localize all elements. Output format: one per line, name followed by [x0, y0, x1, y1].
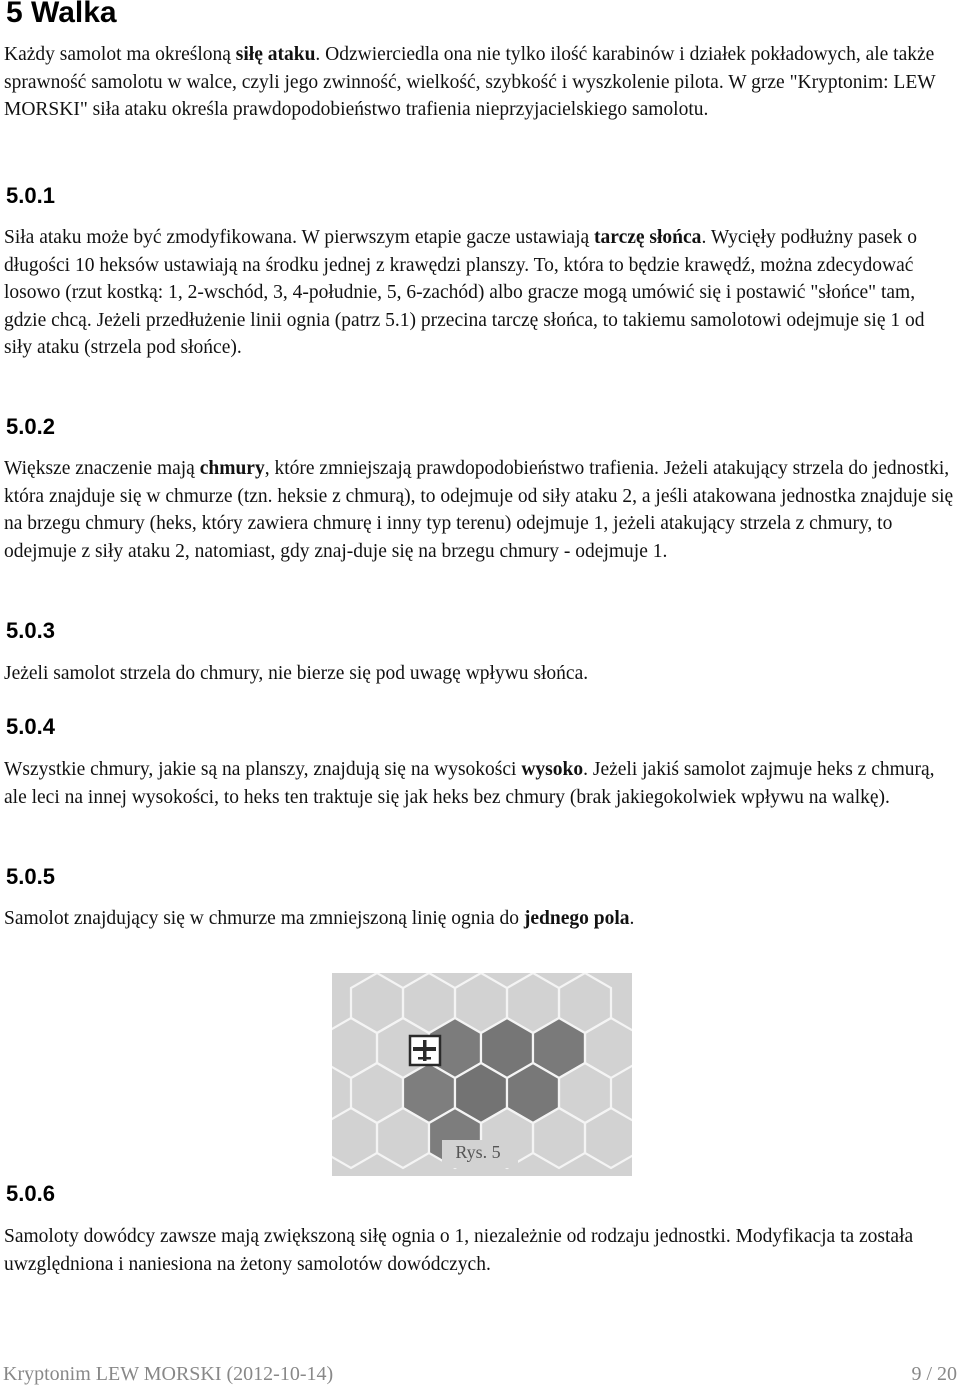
intro-paragraph [4, 41, 954, 124]
p505-bold-term: jednego pola [523, 908, 630, 929]
intro-bold-term: siłę ataku [235, 44, 316, 65]
heading-5-0-6: 5.0.6 [6, 1181, 55, 1206]
p505-text-1: Samolot znajdujący się w chmurze ma zmniejszoną linię ognia do [4, 908, 524, 929]
figure-caption: Rys. 5 [455, 1142, 501, 1162]
paragraph-5-0-2 [4, 455, 954, 565]
p504-text-2: . Jeżeli jakiś samolot zajmuje heks z chmurą, ale leci na innej wysokości, to heks ten traktuje się jak heks bez chmury (brak jakiegokolwiek wpływu na walkę). [4, 759, 935, 808]
aircraft-counter [410, 1036, 440, 1065]
heading-5-0-1: 5.0.1 [6, 183, 55, 208]
heading-5-0-4: 5.0.4 [6, 714, 55, 739]
p501-text-2: . Wycięły podłużny pasek o długości 10 heksów ustawiają na środku jednej z krawędzi planszy. To, która to będzie krawędź, można zdecydować losowo (rzut kostką: 1, 2-wschód, 3, 4-południe, 5, 6-zachód) albo gracze mogą umówić się i postawić "słońce" tam, gdzie chcą. Jeżeli przedłużenie linii ognia (patrz 5.1) przecina tarczę słońca, to takiemu samolotowi odejmuje się 1 od siły ataku (strzela pod słońce). [4, 227, 925, 358]
paragraph-5-0-4 [4, 756, 954, 811]
paragraph-5-0-1 [4, 224, 954, 362]
paragraph-5-0-6: Samoloty dowódcy zawsze mają zwiększoną siłę ognia o 1, niezależnie od rodzaju jednostki. Modyfikacja ta została uwzględniona i naniesiona na żetony samolotów dowódczych. [4, 1226, 914, 1275]
p502-bold-term: chmury [199, 458, 265, 479]
hex-map-figure [332, 973, 632, 1176]
p502-text-1: Większe znaczenie mają [4, 458, 200, 479]
plane-tail [418, 1057, 431, 1060]
section-title: 5 Walka [6, 0, 117, 29]
footer-document-title: Kryptonim LEW MORSKI (2012-10-14) [3, 1363, 334, 1385]
p502-text-2: , które zmniejszają prawdopodobieństwo trafienia. Jeżeli atakujący strzela do jednostki, która znajduje się w chmurze (tzn. heksie z chmurą), to odejmuje od siły ataku 2, a jeśli atakowana jednostka znajduje się na brzegu chmury (heks, który zawiera chmurę i inny typ terenu) odejmuje 1, jeżeli atakujący strzela z chmury, to odejmuje z siły ataku 2, natomiast, gdy znaj-duje się na brzegu chmury - odejmuje 1. [4, 458, 954, 562]
heading-5-0-2: 5.0.2 [6, 414, 55, 439]
intro-text-2: . Odzwierciedla ona nie tylko ilość karabinów i działek pokładowych, ale także sprawność samolotu w walce, czyli jego zwinność, wielkość, szybkość i wyszkolenie pilota. W grze "Kryptonim: LEW MORSKI" siła ataku określa prawdopodobieństwo trafienia nieprzyjacielskiego samolotu. [4, 44, 936, 120]
paragraph-5-0-5 [4, 905, 954, 933]
hex-map-illustration [332, 973, 632, 1176]
p505-text-2: . [629, 908, 635, 929]
p504-bold-term: wysoko [521, 759, 584, 780]
p504-text-1: Wszystkie chmury, jakie są na planszy, znajdują się na wysokości [4, 759, 522, 780]
intro-text-1: Każdy samolot ma określoną [4, 44, 236, 65]
plane-wing [413, 1047, 436, 1051]
paragraph-5-0-3: Jeżeli samolot strzela do chmury, nie bierze się pod uwagę wpływu słońca. [4, 663, 589, 684]
p501-text-1: Siła ataku może być zmodyfikowana. W pierwszym etapie gacze ustawiają [4, 227, 595, 248]
p501-bold-term: tarczę słońca [594, 227, 702, 248]
footer-page-number: 9 / 20 [911, 1363, 957, 1385]
heading-5-0-5: 5.0.5 [6, 864, 55, 889]
heading-5-0-3: 5.0.3 [6, 618, 55, 643]
